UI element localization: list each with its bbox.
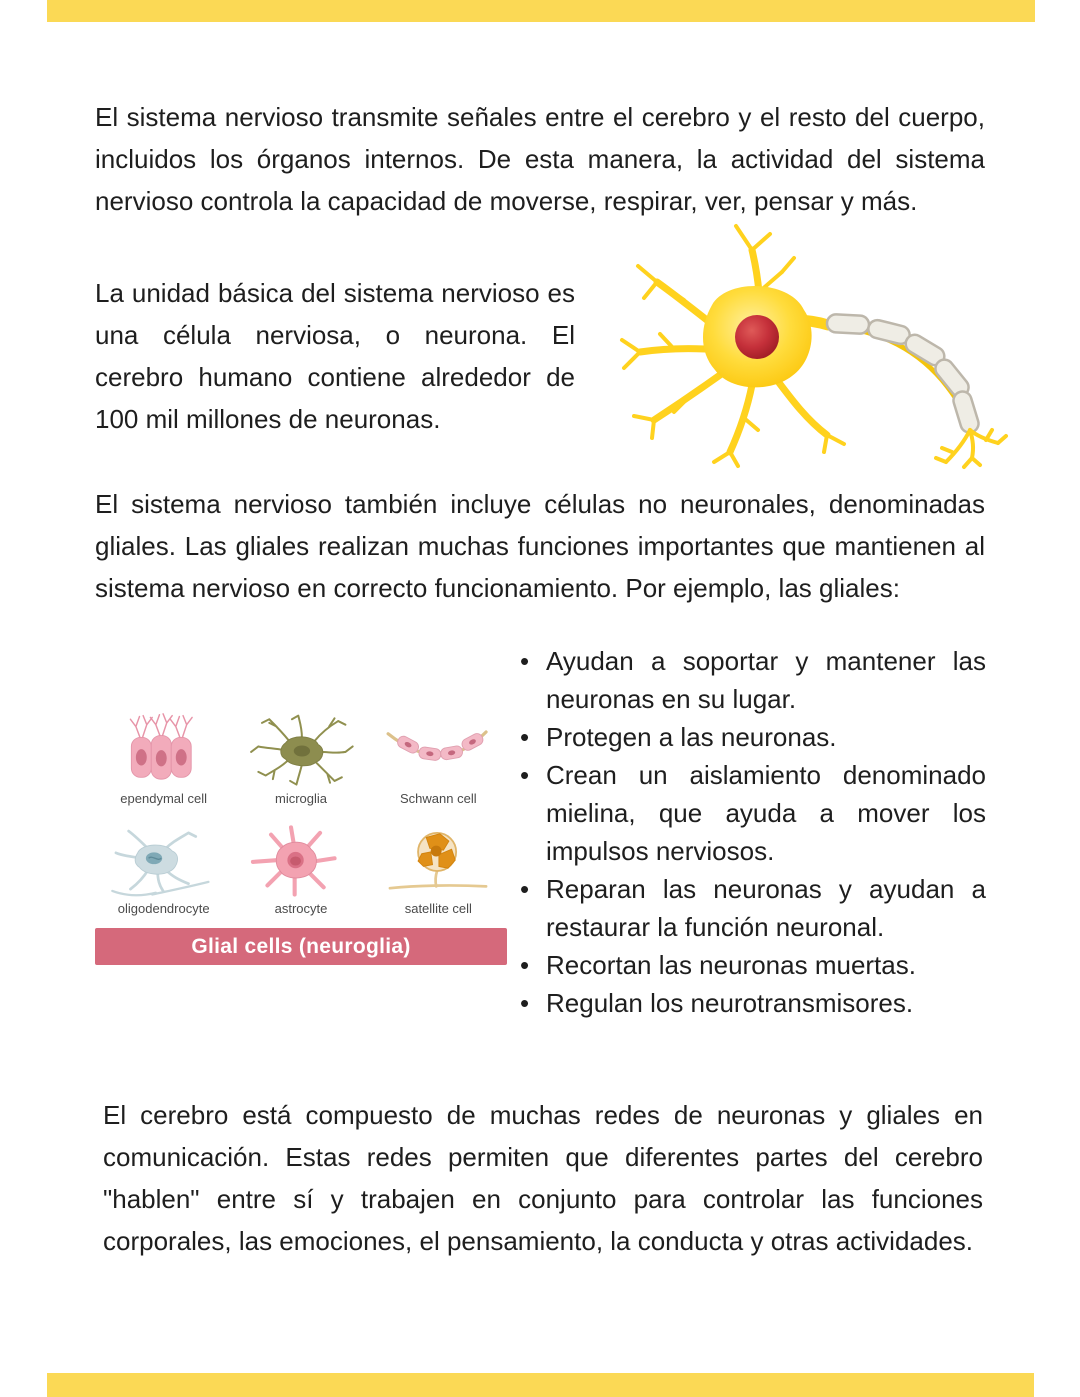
paragraph-glial-cells-intro: El sistema nervioso también incluye células no neuronales, denominadas gliales. Las gliales realizan muchas funciones importantes que mantienen al sistema nervioso en correcto funcionamiento. Por ejemplo, las gliales:: [95, 489, 985, 603]
glial-cells-grid: [95, 712, 507, 918]
top-accent-bar: [47, 0, 1035, 22]
list-item: • Crean un aislamiento denominado mielina, que ayuda a mover los impulsos nerviosos.: [518, 756, 986, 870]
list-item: • Ayudan a soportar y mantener las neuronas en su lugar.: [518, 642, 986, 718]
paragraph-brain-networks: El cerebro está compuesto de muchas redes de neuronas y gliales en comunicación. Estas redes permiten que diferentes partes del cerebro "hablen" entre sí y trabajen en conjunto para controlar las funciones corporales, las emociones, el pensamiento, la conducta y otras actividades.: [103, 1100, 983, 1256]
glial-cell-satellite: [370, 822, 507, 918]
neuron-illustration: [612, 220, 1010, 470]
glial-cell-ependymal: [95, 712, 232, 808]
paragraph-nervous-system-overview: El sistema nervioso transmite señales entre el cerebro y el resto del cuerpo, incluidos los órganos internos. De esta manera, la actividad del sistema nervioso controla la capacidad de moverse, respirar, ver, pensar y más.: [95, 102, 985, 216]
list-item: • Protegen a las neuronas.: [518, 718, 986, 756]
glial-cells-figure: [95, 712, 507, 965]
schwann-cell-icon: [373, 712, 503, 790]
glial-cell-label: astrocyte: [274, 901, 328, 916]
neuron-icon: [612, 220, 1010, 470]
astrocyte-icon: [236, 822, 366, 900]
glial-cell-label: ependymal cell: [120, 791, 208, 806]
satellite-cell-icon: [373, 822, 503, 900]
oligodendrocyte-icon: [99, 822, 229, 900]
glial-cell-oligodendrocyte: [95, 822, 232, 918]
glial-cell-label: satellite cell: [404, 901, 472, 916]
list-item: • Reparan las neuronas y ayudan a restaurar la función neuronal.: [518, 870, 986, 946]
glial-cell-astrocyte: [232, 822, 369, 918]
list-item: • Regulan los neurotransmisores.: [518, 984, 986, 1022]
glial-functions-list: [518, 642, 986, 1022]
paragraph-neuron-basic-unit: La unidad básica del sistema nervioso es una célula nerviosa, o neurona. El cerebro humano contiene alrededor de 100 mil millones de neuronas.: [95, 278, 575, 434]
glial-cell-schwann: [370, 712, 507, 808]
glial-cell-microglia: [232, 712, 369, 808]
list-item: • Recortan las neuronas muertas.: [518, 946, 986, 984]
bottom-accent-bar: [47, 1373, 1034, 1397]
microglia-icon: [236, 712, 366, 790]
glial-cell-label: microglia: [274, 791, 327, 806]
glial-cell-label: oligodendrocyte: [117, 901, 210, 916]
ependymal-cell-icon: [99, 712, 229, 790]
glial-figure-caption: Glial cells (neuroglia): [95, 928, 507, 965]
glial-cell-label: Schwann cell: [400, 791, 477, 806]
